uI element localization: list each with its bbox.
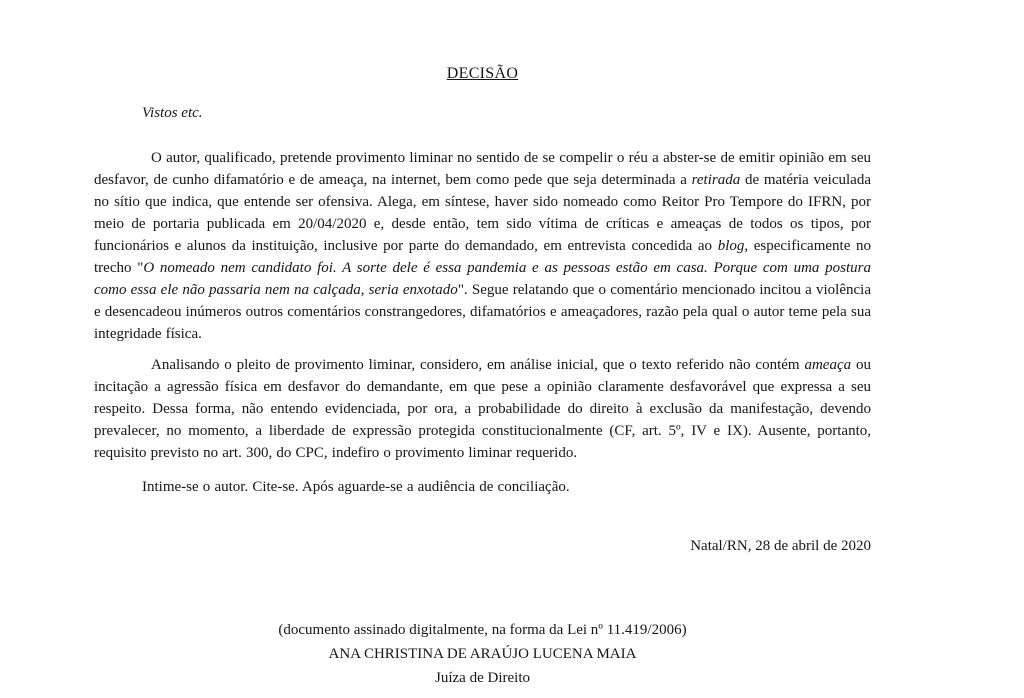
document-title: DECISÃO — [446, 65, 519, 82]
document-page — [94, 0, 871, 690]
signer-role: Juíza de Direito — [435, 670, 530, 686]
signer-name: ANA CHRISTINA DE ARAÚJO LUCENA MAIA — [328, 646, 637, 662]
signature-block — [94, 618, 871, 690]
paragraph-claims: O autor, qualificado, pretende provimento liminar no sentido de se compelir o réu a abster-se de emitir opinião em seu desfavor, de cunho difamatório e de ameaça, na internet, bem como pede que seja determinada a retirada de matéria veiculada no sítio que indica, que entende ser ofensiva. Alega, em síntese, haver sido nomeado como Reitor Pro Tempore do IFRN, por meio de portaria publicada em 20/04/2020 e, desde então, tem sido vítima de críticas e ameaças de todos os tipos, por funcionários e alunos da instituição, inclusive por parte do demandado, em entrevista concedida ao blog, especificamente no trecho "O nomeado nem candidato foi. A sorte dele é essa pandemia e as pessoas estão em casa. Porque com uma postura como essa ele não passaria nem na calçada, seria enxotado". Segue relatando que o comentário mencionado incitou a violência e desencadeou inúmeros outros comentários constrangedores, difamatórios e ameaçadores, razão pela qual o autor teme pela sua integridade física. — [94, 150, 871, 342]
paragraph-orders: Intime-se o autor. Cite-se. Após aguarde-se a audiência de conciliação. — [142, 479, 570, 495]
digital-signature-notice: (documento assinado digitalmente, na forma da Lei nº 11.419/2006) — [278, 622, 687, 638]
dateline: Natal/RN, 28 de abril de 2020 — [690, 538, 871, 554]
paragraph-analysis: Analisando o pleito de provimento liminar, considero, em análise inicial, que o texto referido não contém ameaça ou incitação a agressão física em desfavor do demandante, em que pese a opinião claramente desfavorável que expressa a seu respeito. Dessa forma, não entendo evidenciada, por ora, a probabilidade do direito à exclusão da manifestação, devendo prevalecer, no momento, a liberdade de expressão protegida constitucionalmente (CF, art. 5º, IV e IX). Ausente, portanto, requisito previsto no art. 300, do CPC, indefiro o provimento liminar requerido. — [94, 357, 871, 461]
salutation: Vistos etc. — [142, 105, 203, 121]
